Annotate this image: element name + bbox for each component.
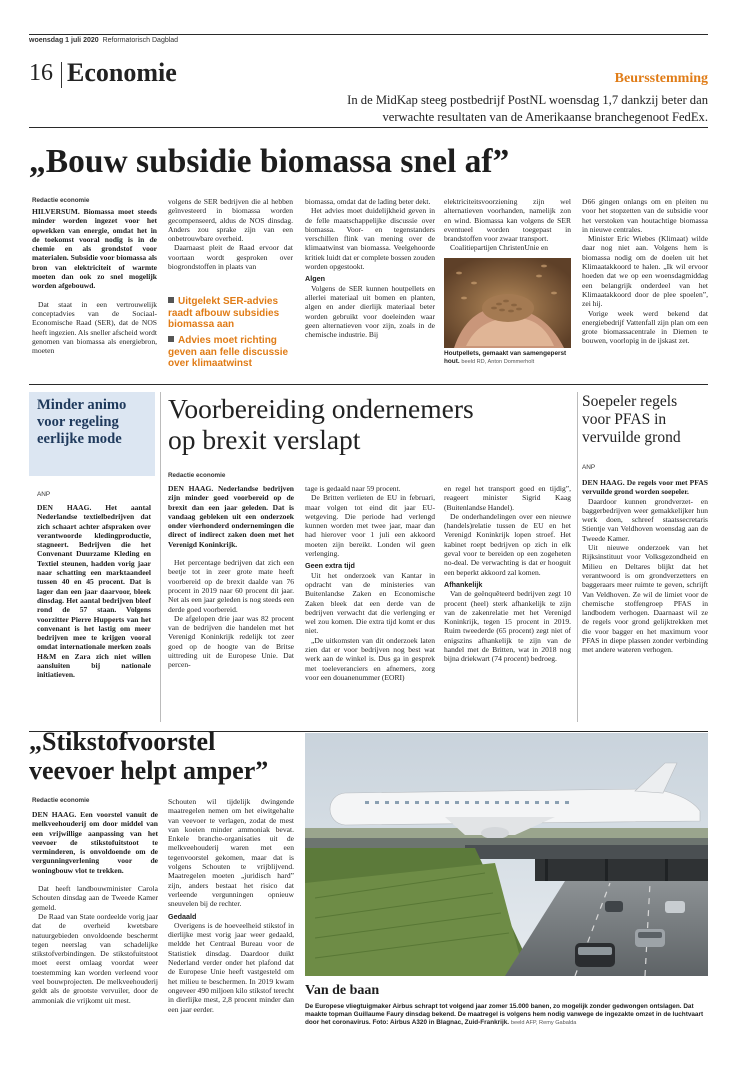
sidebar-right-body	[582, 478, 708, 724]
article3-byline: Redactie economie	[32, 797, 90, 804]
article1-col3-subhead: Algen	[305, 274, 325, 284]
pellets-caption	[444, 350, 571, 366]
article3-col2-p1: Schouten wil tijdelijk dwingende maatregelen nemen om het eiwitgehalte van veevoer te verlagen, zodat de mest van koeien minder ammoniak bevat. Enkele branche-organisaties uit de melkveehouderij waren met een tegenvoorstel gekomen, maar dat is volgens Schouten te vrijblijvend. Maatregelen moeten „juridisch hard” zijn, anders bestaat het risico dat verleende vergunningen opnieuw sneuvelen bij de rechter.	[168, 797, 294, 909]
pellets-caption-text: Houtpellets, gemaakt van samengeperst hout.	[444, 350, 567, 366]
paper-name: Reformatorisch Dagblad	[102, 37, 179, 44]
article1-col3-p3: Volgens de SER kunnen houtpellets en allerlei materiaal uit bomen en planten, algen en ander dierlijk materiaal beter worden gebruikt voor doeleinden waar geen alternatieven voor zijn, zoals in de chemische industrie. Bij	[305, 283, 435, 340]
dateline	[29, 37, 178, 44]
article1-col5-p1: D66 gingen onlangs om en pleiten nu voor het stopzetten van de subsidie voor het verstoken van houtachtige biomassa in nieuwe centrales.	[582, 197, 708, 234]
article3-col1-p2: De Raad van State oordeelde vorig jaar dat de overheid kwetsbare natuurgebieden onvoldoende beschermt tegen neerslag van schadelijke stikstofverbindingen. De stikstofuitstoot moet eerst omlaag voordat weer toestemming kan worden verleend voor veel bouwprojecten. De melkveehouderij geldt als de grootste vervuiler, door de ammoniak die vrijkomt uit mest.	[32, 911, 158, 1005]
article1-col2-p1: volgens de SER bedrijven die al hebben geïnvesteerd in biomassa worden gecompenseerd, aldus de NOS dinsdag. Anders zou sprake zijn van een onbetrouwbare overheid.	[168, 197, 293, 244]
article2-col1-p2: De afgelopen drie jaar was 82 procent van de bedrijven die handelen met het Verenigd Koninkrijk redelijk tot zeer goed op de hoogte van de Britse uittreding uit de Europese Unie. Dat percen-	[168, 613, 294, 670]
sidebar-left-headline: Minder animo voor regeling eerlijke mode	[37, 397, 127, 447]
article2-col3	[444, 484, 571, 724]
article2-col2-subhead: Geen extra tijd	[305, 561, 355, 571]
article3-headline-line1: „Stikstofvoorstel	[29, 727, 216, 756]
sidebar-left-body	[37, 503, 151, 725]
photo-feature-title: Van de baan	[305, 983, 380, 998]
article2-col3-p3: Van de geënquêteerd bedrijven zegt 10 procent (heel) sterk afhankelijk te zijn van de zakenrelatie met het Verenigd Koninkrijk, tegen 15 procent in 2019. Ruim tweederde (65 procent) zegt niet of enigszins afhankelijk te zijn van de handel met de Britten, wat in 2018 nog bijna driekwart (74 procent) bedroeg.	[444, 589, 571, 664]
article1-byline: Redactie economie	[32, 197, 90, 204]
article2-col2-p3: Uit het onderzoek van Kantar in opdracht van de ministeries van Buitenlandse Zaken en Economische Zaken bleek dat een derde van de bedrijven verwacht dat die verlenging er wel zou komen. Die extra tijd komt er dus niet.	[305, 570, 435, 636]
article2-col2-p1: tage is gedaald naar 59 procent.	[305, 484, 401, 493]
photo-feature-caption-text: De Europese vliegtuigmaker Airbus schrapt tot volgend jaar zomer 15.000 banen, zo mogelijk zonder gedwongen ontslagen. Dat maakte topman Guillaume Faury dinsdag bekend. De maatregel is volgens hem nodig vanwege de ingezakte omzet in de luchtvaart door het coronavirus. Foto: Airbus A320 in Blagnac, Zuid-Frankrijk.	[305, 1003, 704, 1027]
article2-col2-p2: De Britten verlieten de EU in februari, maar volgen tot eind dit jaar EU-wetgeving. Die periode had verlengd kunnen worden met twee jaar, maar dan had hierover voor 1 juli een akkoord moeten zijn bereikt. Londen wil geen verlenging.	[305, 493, 435, 559]
article1-col4	[444, 197, 571, 255]
article3-col1-p1: Dat heeft landbouwminister Carola Schouten dinsdag aan de Tweede Kamer gemeld.	[32, 884, 158, 912]
article1-col5-p2: Minister Eric Wiebes (Klimaat) wilde daar nog niet aan. Volgens hem is biomassa nodig om de doelen uit het Klimaatakkoord te halen. „Ik wil ervoor hoeden dat we op een woensdagmiddag een belangrijk onderdeel van het Klimaatakkoord door de plee spoelen”, zei hij.	[582, 234, 708, 309]
rule-article1-bottom	[29, 384, 708, 385]
article1-col3-p2: Het advies moet duidelijkheid geven in de felle maatschappelijke discussie over biomassa. Voor- en tegenstanders verschillen flink van mening over de klimaatwinst van biomassa. Veelgehoorde kritiek luidt dat er complete bossen zouden worden opgestookt.	[305, 206, 435, 272]
article1-col1	[32, 207, 157, 375]
article1-col2	[168, 197, 293, 289]
article2-headline-line1: Voorbereiding ondernemers	[168, 393, 474, 424]
pellets-photo	[444, 258, 571, 348]
section-title: Economie	[67, 58, 177, 87]
article1-col5-p3: Vorige week werd bekend dat energiebedrijf Vattenfall zijn plan om een grote biomassacentrale in Diemen te bouwen, voorlopig in de ijskast zet.	[582, 308, 708, 346]
sidebar-left-lead: DEN HAAG. Het aantal Nederlandse textielbedrijven dat zich schaart achter afspraken over verantwoorde kledingproductie, stagneert. Bedrijven die het Convenant Duurzame Kleding en Textiel steunen, hadden vorig jaar naar schatting een marktaandeel tussen 40 en 45 procent. Dat is lager dan een jaar daarvoor, bleek dinsdag. Het aantal bedrijven bleef rond de 57 staan. Volgens voorzitter Pierre Hupperts van het convenant is het lastig om meer bedrijven mee te krijgen vooral omdat internationale merken zoals H&M en Zara zich niet willen aansluiten bij nationale initiatieven.	[37, 503, 151, 680]
pellets-credit: beeld RD, Anton Dommerholt	[461, 359, 535, 366]
article3-headline	[29, 727, 299, 785]
sidebar-right-divider	[577, 392, 578, 722]
article2-byline: Redactie economie	[168, 472, 226, 479]
pull-quote-1-text: Uitgelekt SER-advies raadt afbouw subsidies biomassa aan	[168, 296, 280, 330]
page-number: 16	[29, 60, 53, 86]
date: woensdag 1 juli 2020	[29, 37, 99, 44]
photo-feature-credit: beeld AFP, Remy Gabalda	[510, 1020, 577, 1027]
article3-lead: DEN HAAG. Een voorstel vanuit de melkveehouderij om door middel van een vrijwillige aanpassing van het veevoer de stikstofuitstoot te verminderen, is onvoldoende om de vergunningverlening voor de woningbouw vlot te trekken.	[32, 810, 158, 875]
top-rule	[29, 34, 708, 35]
article1-col4-p1: elektriciteitsvoorziening zijn wel alternatieven voorhanden, namelijk zon en wind. Biomassa kan volgens de SER eventueel worden toegepast in brandstoffen voor zwaar transport.	[444, 197, 571, 244]
sidebar-right-headline: Soepeler regels voor PFAS in vervuilde grond	[582, 393, 681, 446]
article2-lead: DEN HAAG. Nederlandse bedrijven zijn minder goed voorbereid op de brexit dan een jaar geleden. Dat is vandaag gebleken uit een onderzoek onder vierhonderd ondernemingen die direct of indirect zaken doen met het Verenigd Koninkrijk.	[168, 484, 294, 549]
sidebar-right-p1: Daardoor kunnen grondverzet- en baggerbedrijven weer gemakkelijker hun werk doen, schreef staatssecretaris Stientje van Veldhoven woensdag aan de Tweede Kamer.	[582, 496, 708, 543]
article1-lead: HILVERSUM. Biomassa moet steeds minder worden ingezet voor het opwekken van energie, omdat het in de toekomst vooral nodig is in de chemie en als grondstof voor materialen. Subsidie voor biomassa als bron van elektriciteit of warmte moeten dan ook zo snel mogelijk worden afgebouwd.	[32, 207, 157, 291]
beursstemming-label: Beursstemming	[614, 71, 708, 86]
article1-col5	[582, 197, 708, 375]
article1-col1-rest: Dat staat in een vertrouwelijk conceptadvies van de Sociaal-Economische Raad (SER), dat de NOS heeft ingezien. Als sneller afscheid wordt genomen van biomassa als energiebron, moeten	[32, 299, 157, 356]
sidebar-left-source: ANP	[37, 491, 51, 498]
article2-col2	[305, 484, 435, 724]
article2-col2-p4: „De uitkomsten van dit onderzoek laten zien dat er voor bedrijven nog best wat werk aan de winkel is. Dus ga in gesprek met toeleveranciers en afnemers, zorg voor een douanenummer (EORI)	[305, 635, 435, 682]
article1-col2-p2: Daarnaast pleit de Raad ervoor dat voortaan wordt gesproken over biogrondstoffen in plaats van	[168, 243, 293, 272]
sidebar-right-source: ANP	[582, 464, 596, 471]
article1-col3	[305, 197, 435, 375]
article2-headline	[168, 393, 573, 455]
pull-quote-1	[168, 296, 293, 331]
pull-quote-2-text: Advies moet richting geven aan felle discussie over klimaatwinst	[168, 335, 289, 369]
rule-under-masthead	[29, 127, 708, 128]
article3-col2-subhead: Gedaald	[168, 911, 197, 921]
sidebar-right-lead: DEN HAAG. De regels voor met PFAS vervuilde grond worden soepeler.	[582, 478, 708, 497]
article2-col3-p2: De onderhandelingen over een nieuwe (handels)relatie tussen de EU en het Verenigd Koninkrijk lopen stroef. Het kabinet roept bedrijven op zich in elk geval voor te bereiden op een zogeheten no-deal. De verwachting is dat er hooguit een beperkt akkoord zal komen.	[444, 511, 571, 577]
photo-feature-caption	[305, 1003, 708, 1028]
beursstemming-text: In de MidKap steeg postbedrijf PostNL woensdag 1,7 dankzij beter dan verwachte resultaten van de Amerikaanse branchegenoot FedEx.	[347, 93, 708, 124]
article3-col2	[168, 797, 294, 1036]
article1-headline: „Bouw subsidie biomassa snel af”	[29, 143, 510, 180]
article3-headline-line2: veevoer helpt amper”	[29, 756, 269, 785]
sidebar-left-divider	[160, 392, 161, 722]
square-bullet-icon	[168, 336, 174, 342]
article2-col3-p1: en regel het transport goed en tijdig”, reageert minister Sigrid Kaag (Buitenlandse Handel).	[444, 484, 571, 512]
section-divider	[61, 62, 62, 88]
airbus-photo	[305, 733, 708, 976]
article3-col2-p2: Overigens is de hoeveelheid stikstof in dierlijke mest vorig jaar weer gedaald, meldde het Centraal Bureau voor de Statistiek dinsdag. Daardoor duikt Nederland verder onder het plafond dat de Europese Unie heeft vastgesteld om het milieu te beschermen. In 2019 kwam ongeveer 490 miljoen kilo stikstof terecht in dierlijke mest, 2,8 procent minder dan een jaar eerder.	[168, 920, 294, 1014]
article2-headline-line2: op brexit verslapt	[168, 424, 361, 455]
pull-quote-2	[168, 335, 293, 370]
article3-col1	[32, 810, 158, 1036]
sidebar-right-p2: Uit nieuwe onderzoek van het Rijksinstituut voor Volksgezondheid en Milieu en Deltares blijkt dat het verantwoord is om grondverzetters en baggeraars meer ruimte te geven, schrijft Van Veldhoven. Ze wil de limiet voor de chemische stoffengroep PFAS in landbodem verhogen. Daarnaast wil ze de regels voor grond gelijktrekken met die voor bagger en het maximum voor PFAS in diepe plassen zonder verbinding met andere wateren verhogen.	[582, 543, 708, 655]
article1-col3-p1: biomassa, omdat dat de lading beter dekt.	[305, 197, 431, 206]
article1-col4-p2: Coalitiepartijen ChristenUnie en	[450, 243, 549, 253]
article2-col3-subhead: Afhankelijk	[444, 579, 483, 589]
square-bullet-icon	[168, 297, 174, 303]
article2-col1-p1: Het percentage bedrijven dat zich een beetje tot in zeer grote mate heeft voorbereid op de brexit daalde van 76 procent in 2019 naar 60 procent dit jaar. Net als een jaar geleden is nog steeds een derde goed voorbereid.	[168, 558, 294, 614]
article2-col1	[168, 484, 294, 724]
